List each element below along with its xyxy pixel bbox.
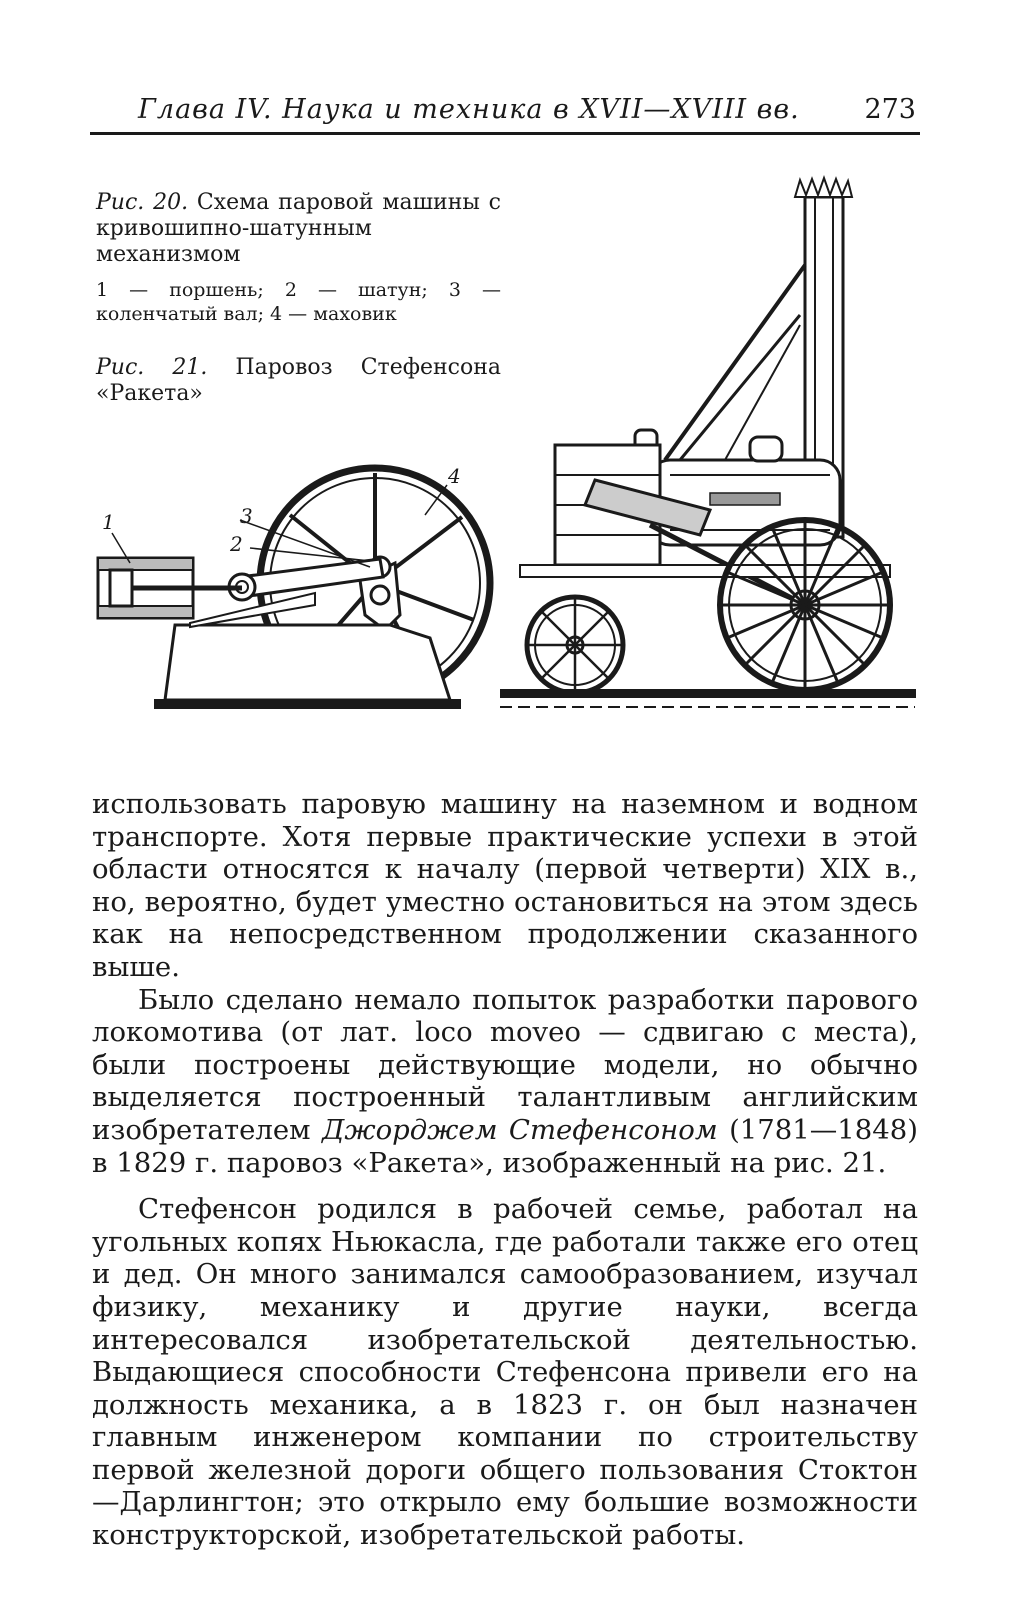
running-header [90,92,920,135]
chapter-title: Глава IV. Наука и техника в XVII—XVIII вв. [138,94,800,125]
page-number: 273 [864,94,916,125]
engine-base [165,625,450,700]
figure-21-title: Паровоз Стефенсона «Ракета» [96,355,501,406]
figure-20-legend: 1 — поршень; 2 — шатун; 3 — коленчатый вал; 4 — маховик [96,279,501,325]
figure-21-number: Рис. 21. [96,355,208,380]
paragraph-2 [92,984,918,1180]
paragraph-2-part-1: Было сделано немало попыток разработки парового локомотива (от лат. loco moveo — сдвигаю с места), были построены действующие модели, но обычно выделяется построенный талантливым английским изобретателем [92,983,918,1146]
drive-wheel-spokes [720,520,890,690]
piston [110,570,132,606]
figure-20-title: Схема паровой машины с кривошипно-шатунным механизмом [96,190,501,267]
label-4: 4 [448,464,461,488]
figure-21-caption [96,355,501,407]
label-1: 1 [102,510,115,534]
paragraph-1: использовать паровую машину на наземном и водном транспорте. Хотя первые практические успехи в этой области относятся к началу (первой четверти) XIX в., но, вероятно, будет уместно остановиться на этом здесь как на непосредственном продолжении сказанного выше. [92,788,918,983]
paragraph-3: Стефенсон родился в рабочей семье, работал на угольных копях Ньюкасла, где работали также его отец и дед. Он много занимался самообразованием, изучал физику, механику и другие науки, всегда интересовался изобретательской деятельностью. Выдающиеся способности Стефенсона привели его на должность механика, а в 1823 г. он был назначен главным инженером компании по строительству первой железной дороги общего пользования Стоктон—Дарлингтон; это открыло ему большие возможности конструкторской, изобретательской работы. [92,1193,918,1552]
paragraph-2-part-2: (1781—1848) в 1829 г. паровоз «Ракета», изображенный на рис. 21. [92,1113,918,1179]
label-2: 2 [230,532,243,556]
stephenson-name: Джорджем Стефенсоном [321,1113,718,1146]
body-text [92,788,918,1552]
figure-20-number: Рис. 20. [96,190,189,215]
figure-20-caption [96,190,501,268]
rocket-locomotive-illustration [500,175,920,720]
label-3: 3 [240,504,253,528]
steam-engine-diagram [90,455,500,725]
